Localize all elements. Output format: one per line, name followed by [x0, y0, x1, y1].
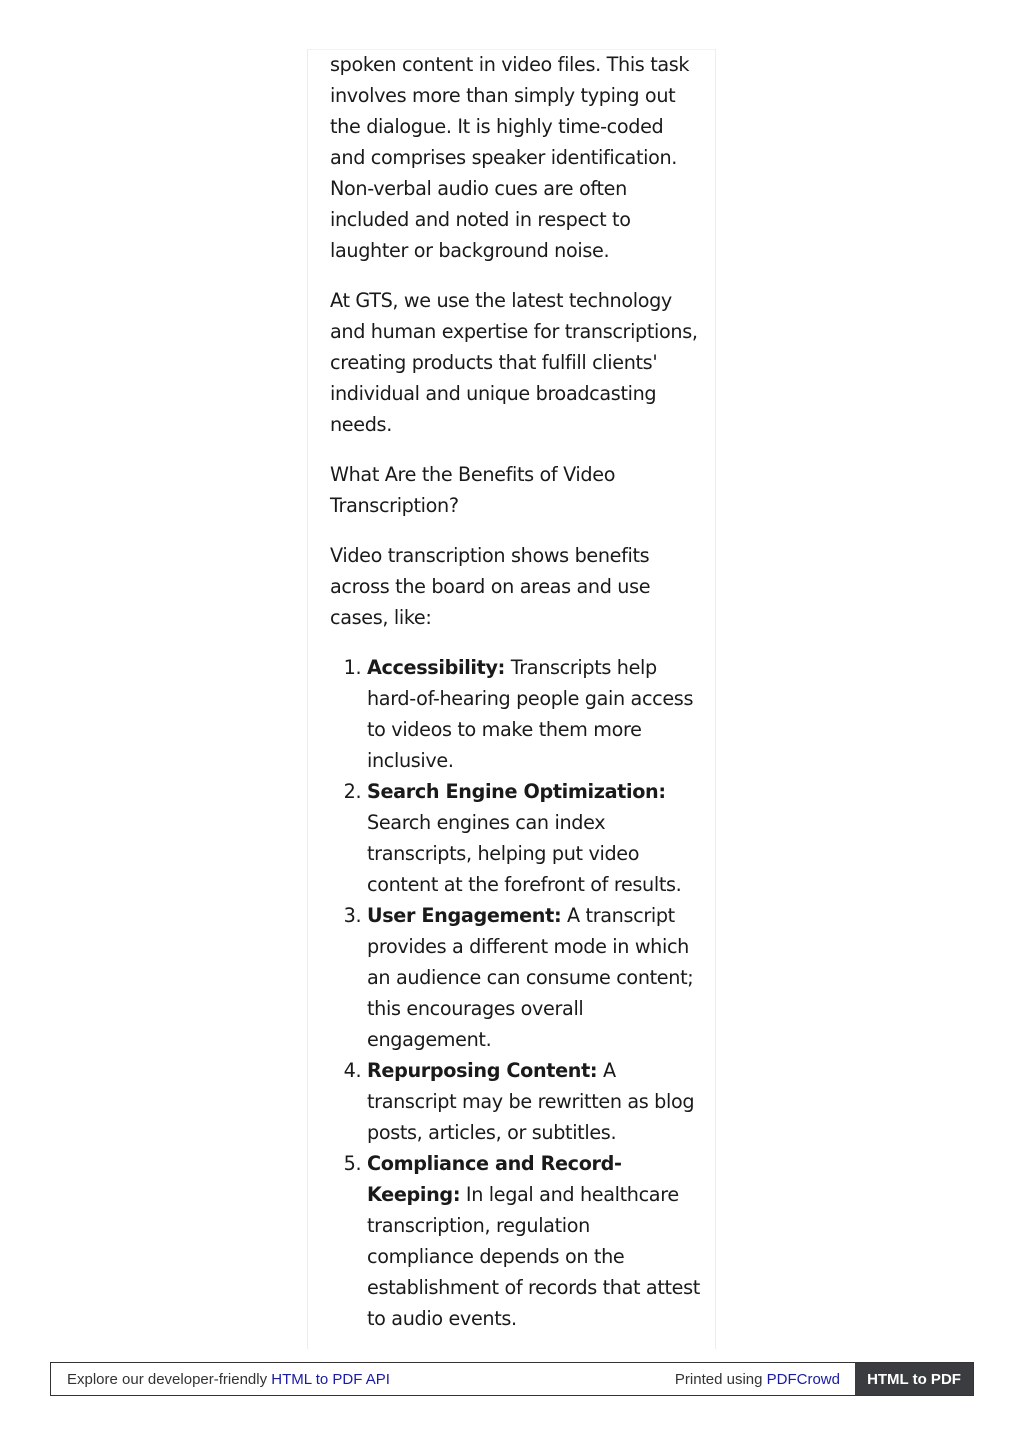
list-item: [367, 1148, 700, 1334]
benefits-heading: What Are the Benefits of Video Transcription?: [330, 463, 616, 517]
benefit-term: Search Engine Optimization:: [367, 780, 666, 803]
benefit-term: Accessibility:: [367, 656, 505, 679]
list-item: [367, 652, 700, 776]
benefit-term: Repurposing Content:: [367, 1059, 598, 1082]
benefit-term: User Engagement:: [367, 904, 562, 927]
article-content: [330, 49, 700, 1334]
benefit-text: Transcripts help hard-of-hearing people gain access to videos to make them more inclusive.: [367, 656, 694, 772]
benefit-text: A transcript may be rewritten as blog posts, articles, or subtitles.: [367, 1059, 695, 1144]
benefit-term: Compliance and Record-Keeping:: [367, 1152, 622, 1206]
footer-printed-text: Printed using: [674, 1370, 767, 1388]
benefits-intro-paragraph: Video transcription shows benefits across the board on areas and use cases, like:: [330, 544, 651, 629]
benefit-text: In legal and healthcare transcription, regulation compliance depends on the establishment of records that attest to audio events.: [367, 1183, 700, 1330]
benefits-list: [330, 652, 700, 1334]
pdfcrowd-footer: [50, 1362, 974, 1396]
list-item: [367, 776, 700, 900]
benefit-text: A transcript provides a different mode in which an audience can consume content; this encourages overall engagement.: [367, 904, 694, 1051]
benefit-text: Search engines can index transcripts, helping put video content at the forefront of results.: [367, 811, 682, 896]
html-to-pdf-badge[interactable]: HTML to PDF: [855, 1363, 973, 1395]
pdfcrowd-link[interactable]: PDFCrowd: [766, 1370, 840, 1388]
footer-explore-text: Explore our developer-friendly: [67, 1370, 272, 1388]
footer-printed: [675, 1371, 855, 1388]
list-item: [367, 900, 700, 1055]
article-column: [307, 49, 716, 1349]
html-to-pdf-api-link[interactable]: HTML to PDF API: [271, 1370, 390, 1388]
intro-paragraph: spoken content in video files. This task involves more than simply typing out the dialogue. It is highly time-coded and comprises speaker identification. Non-verbal audio cues are often included and noted in respect to laughter or background noise.: [330, 53, 690, 262]
footer-explore: [51, 1371, 390, 1388]
gts-paragraph: At GTS, we use the latest technology and human expertise for transcriptions, creating products that fulfill clients' individual and unique broadcasting needs.: [330, 289, 698, 436]
list-item: [367, 1055, 700, 1148]
